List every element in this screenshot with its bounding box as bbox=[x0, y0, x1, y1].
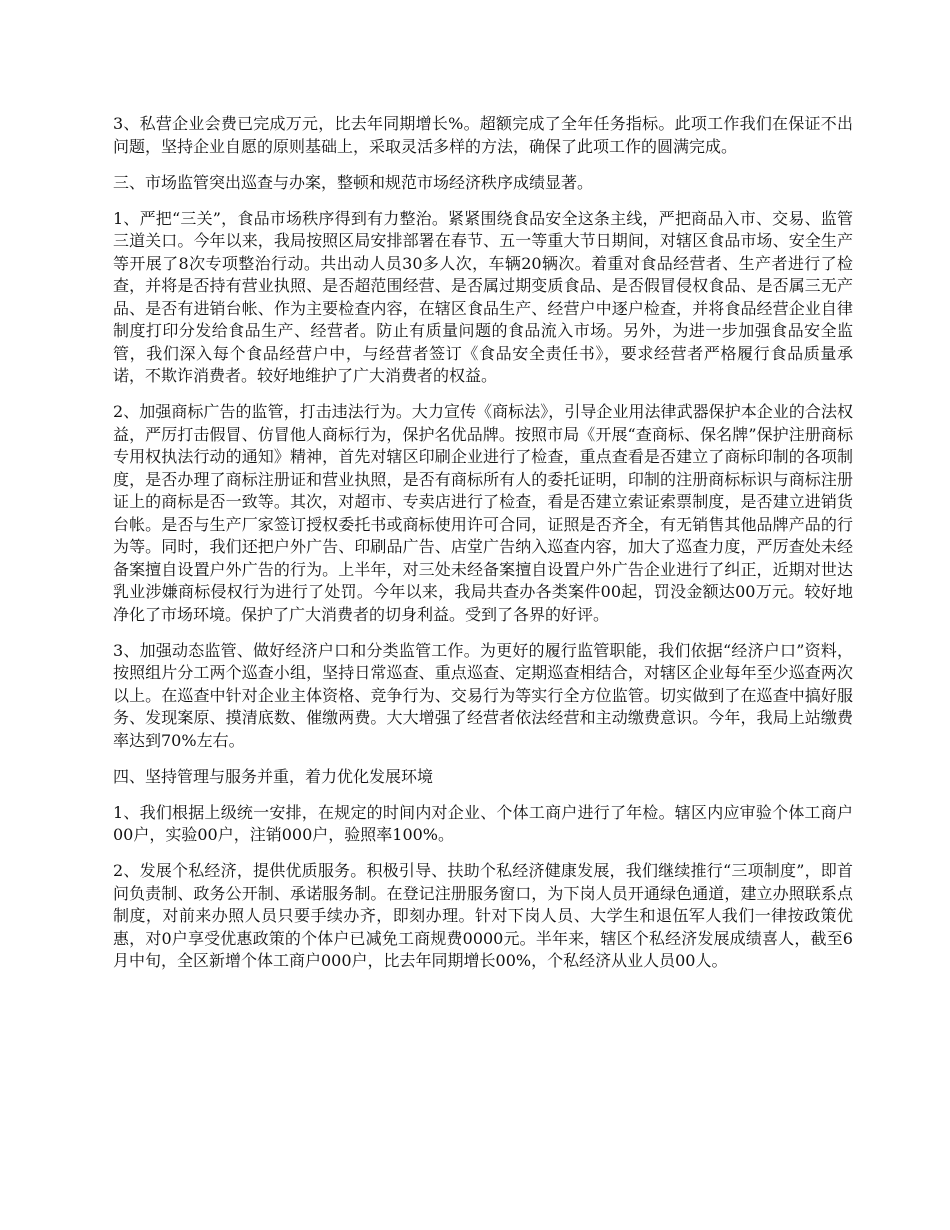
paragraph-dynamic-supervision: 3、加强动态监管、做好经济户口和分类监管工作。为更好的履行监管职能，我们依据“经济户口”资料，按照组片分工两个巡查小组，坚持日常巡查、重点巡查、定期巡查相结合，对辖区企业每年至少巡查两次以上。在巡查中针对企业主体资格、竞争行为、交易行为等实行全方位监管。切实做到了在巡查中搞好服务、发现案原、摸清底数、催缴两费。大大增强了经营者依法经营和主动缴费意识。今年，我局上站缴费率达到70%左右。 bbox=[113, 640, 853, 750]
paragraph-food-market: 1、严把“三关”，食品市场秩序得到有力整治。紧紧围绕食品安全这条主线，严把商品入市、交易、监管三道关口。今年以来，我局按照区局安排部署在春节、五一等重大节日期间，对辖区食品市场、安全生产等开展了8次专项整治行动。共出动人员30多人次，车辆20辆次。着重对食品经营者、生产者进行了检查，并将是否持有营业执照、是否超范围经营、是否属过期变质食品、是否假冒侵权食品、是否属三无产品、是否有进销台帐、作为主要检查内容，在辖区食品生产、经营户中逐户检查，并将食品经营企业自律制度打印分发给食品生产、经营者。防止有质量问题的食品流入市场。另外，为进一步加强食品安全监管，我们深入每个食品经营户中，与经营者签订《食品安全责任书》，要求经营者严格履行食品质量承诺，不欺诈消费者。较好地维护了广大消费者的权益。 bbox=[113, 208, 853, 385]
paragraph-private-economy: 2、发展个私经济，提供优质服务。积极引导、扶助个私经济健康发展，我们继续推行“三项制度”，即首问负责制、政务公开制、承诺服务制。在登记注册服务窗口，为下岗人员开通绿色通道，建立办照联系点制度，对前来办照人员只要手续办齐，即刻办理。针对下岗人员、大学生和退伍军人我们一律按政策优惠，对0户享受优惠政策的个体户已减免工商规费0000元。半年来，辖区个私经济发展成绩喜人，截至6月中旬，全区新增个体工商户000户，比去年同期增长00%，个私经济从业人员00人。 bbox=[113, 861, 853, 970]
document-page bbox=[113, 113, 853, 986]
paragraph-annual-inspection: 1、我们根据上级统一安排，在规定的时间内对企业、个体工商户进行了年检。辖区内应审验个体工商户00户，实验00户，注销000户，验照率100%。 bbox=[113, 802, 853, 844]
paragraph-trademark-advertising: 2、加强商标广告的监管，打击违法行为。大力宣传《商标法》，引导企业用法律武器保护本企业的合法权益，严厉打击假冒、仿冒他人商标行为，保护名优品牌。按照市局《开展“查商标、保名牌”保护注册商标专用权执法行动的通知》精神，首先对辖区印刷企业进行了检查，重点查看是否建立了商标印制的各项制度，是否办理了商标注册证和营业执照，是否有商标所有人的委托证明，印制的注册商标标识与商标注册证上的商标是否一致等。其次，对超市、专卖店进行了检查，看是否建立索证索票制度，是否建立进销货台帐。是否与生产厂家签订授权委托书或商标使用许可合同，证照是否齐全，有无销售其他品牌产品的行为等。同时，我们还把户外广告、印刷品广告、店堂广告纳入巡查内容，加大了巡查力度，严厉查处未经备案擅自设置户外广告的行为。上半年，对三处未经备案擅自设置户外广告企业进行了纠正，近期对世达乳业涉嫌商标侵权行为进行了处罚。今年以来，我局共查办各类案件00起，罚没金额达00万元。较好地净化了市场环境。保护了广大消费者的切身利益。受到了各界的好评。 bbox=[113, 402, 853, 624]
paragraph-membership-fees: 3、私营企业会费已完成万元，比去年同期增长%。超额完成了全年任务指标。此项工作我们在保证不出问题，坚持企业自愿的原则基础上，采取灵活多样的方法，确保了此项工作的圆满完成。 bbox=[113, 114, 853, 156]
section-heading-market-supervision: 三、市场监管突出巡查与办案，整顿和规范市场经济秩序成绩显著。 bbox=[113, 172, 594, 192]
section-heading-management-service: 四、坚持管理与服务并重，着力优化发展环境 bbox=[113, 766, 434, 786]
